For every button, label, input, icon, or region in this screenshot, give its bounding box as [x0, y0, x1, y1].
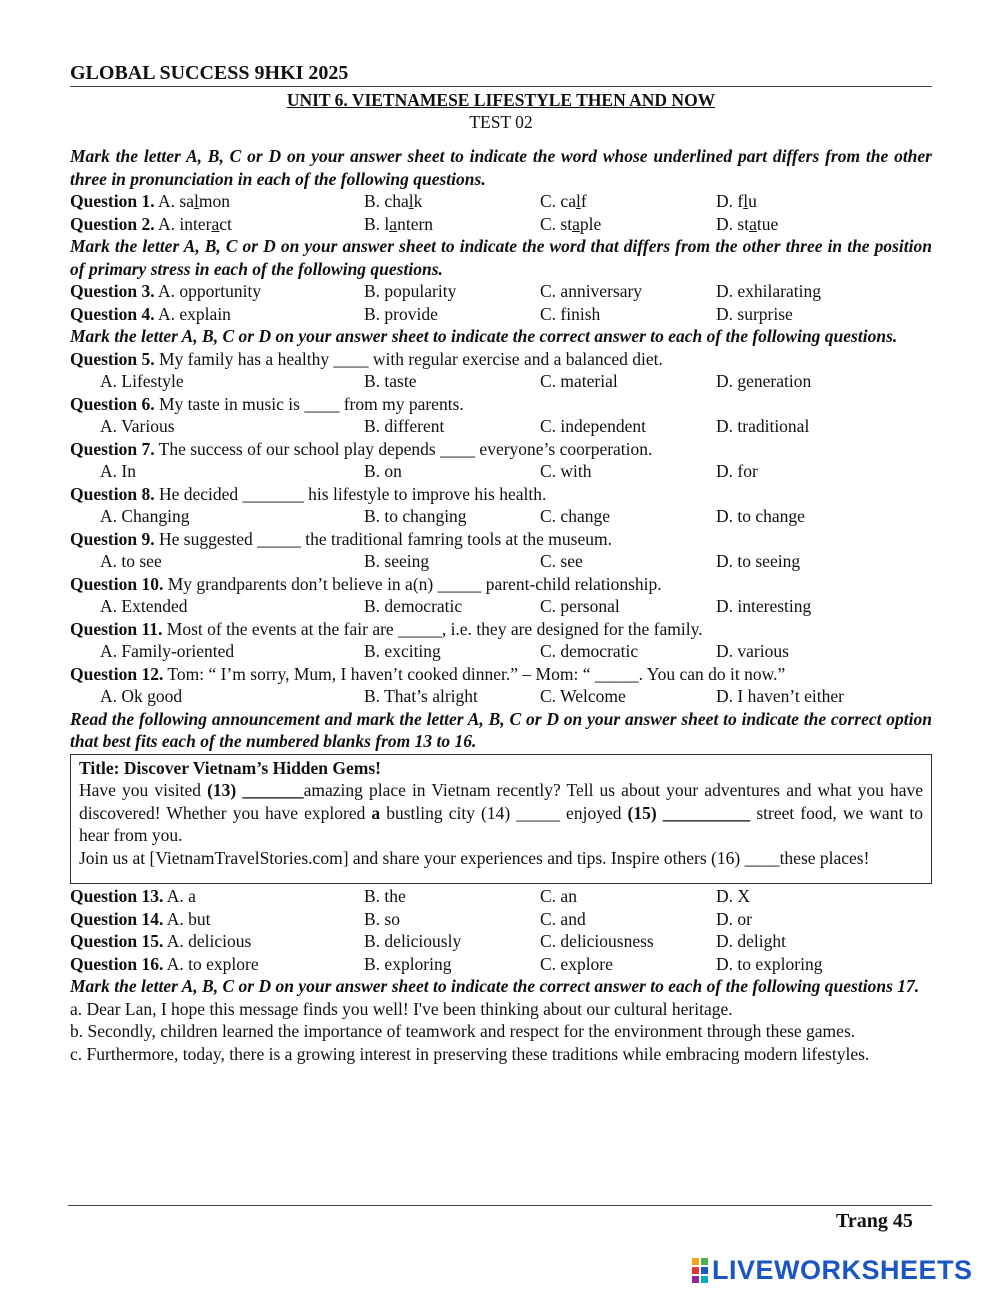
question-text: My taste in music is ____ from my parents.: [154, 393, 464, 414]
option-b[interactable]: B. chalk: [364, 191, 423, 211]
option-b[interactable]: B. popularity: [364, 281, 457, 301]
option-d[interactable]: D. I haven’t either: [716, 686, 844, 706]
option-d[interactable]: D. exhilarating: [716, 281, 821, 301]
option-c[interactable]: C. explore: [540, 953, 613, 974]
option-c[interactable]: C. finish: [540, 303, 601, 324]
option-d[interactable]: D. to exploring: [716, 953, 823, 974]
option-d[interactable]: D. surprise: [716, 303, 793, 324]
question-5-options: [70, 370, 932, 393]
question-label: Question 4.: [70, 303, 155, 324]
option-c[interactable]: C. Welcome: [540, 686, 626, 706]
question-9-stem: [70, 528, 932, 551]
option-c[interactable]: C. anniversary: [540, 281, 643, 301]
question-6-options: [70, 415, 932, 438]
question-label: Question 14.: [70, 908, 164, 929]
question-label: Question 7.: [70, 438, 155, 459]
question-text: The success of our school play depends ____ everyone’s coorperation.: [154, 438, 653, 459]
question-7-stem: [70, 438, 932, 461]
option-a[interactable]: A. to explore: [166, 953, 259, 974]
announcement-paragraph-1: Have you visited (13) _______amazing place in Vietnam recently? Tell us about your adventures and what you have discovered! Whether you have explored a bustling city (14) _____ enjoyed (15) __________ street food, we want to hear from you.: [79, 780, 924, 845]
option-c[interactable]: C. independent: [540, 416, 646, 436]
option-d[interactable]: D. to seeing: [716, 551, 801, 571]
worksheet-page: [70, 60, 932, 1065]
question-text: My family has a healthy ____ with regular exercise and a balanced diet.: [154, 348, 663, 369]
question-text: Most of the events at the fair are _____, i.e. they are designed for the family.: [162, 618, 703, 639]
option-b[interactable]: B. seeing: [364, 551, 430, 571]
q17-sentence-a: a. Dear Lan, I hope this message finds you well! I've been thinking about our cultural heritage.: [70, 998, 733, 1019]
question-12-stem: [70, 663, 932, 686]
page-number: Trang 45: [836, 1210, 913, 1232]
option-d[interactable]: D. for: [716, 461, 758, 481]
option-c[interactable]: C. democratic: [540, 641, 639, 661]
question-label: Question 10.: [70, 573, 164, 594]
announcement-box: [70, 754, 932, 885]
question-10-stem: [70, 573, 932, 596]
option-d[interactable]: D. X: [716, 886, 751, 906]
question-9-options: [70, 550, 932, 573]
option-d[interactable]: D. various: [716, 641, 789, 661]
question-label: Question 13.: [70, 886, 164, 906]
option-c[interactable]: C. personal: [540, 596, 620, 616]
question-label: Question 9.: [70, 528, 155, 549]
document-title: GLOBAL SUCCESS 9HKI 2025: [70, 60, 932, 87]
option-c[interactable]: C. calf: [540, 191, 587, 211]
question-text: My grandparents don’t believe in a(n) _____ parent-child relationship.: [163, 573, 662, 594]
option-d[interactable]: D. generation: [716, 371, 812, 391]
test-label: TEST 02: [469, 112, 533, 132]
question-12-options: [70, 685, 932, 708]
question-7-options: [70, 460, 932, 483]
question-11-stem: [70, 618, 932, 641]
option-a[interactable]: A. delicious: [166, 931, 252, 951]
option-a[interactable]: A. Extended: [100, 596, 188, 616]
question-4: [70, 303, 932, 326]
option-a[interactable]: A. In: [100, 461, 136, 481]
unit-title: UNIT 6. VIETNAMESE LIFESTYLE THEN AND NOW: [286, 90, 716, 110]
option-d[interactable]: D. to change: [716, 506, 805, 526]
option-b[interactable]: B. lantern: [364, 213, 434, 234]
question-14: [70, 908, 932, 931]
question-16: [70, 953, 932, 976]
question-label: Question 16.: [70, 953, 164, 974]
question-11-options: [70, 640, 932, 663]
instruction-q17: Mark the letter A, B, C or D on your answer sheet to indicate the correct answer to each of the following questions 17.: [70, 976, 920, 996]
option-b[interactable]: B. provide: [364, 303, 438, 324]
liveworksheets-brand[interactable]: [692, 1255, 973, 1286]
option-b[interactable]: B. democratic: [364, 596, 463, 616]
question-text: He suggested _____ the traditional famring tools at the museum.: [154, 528, 612, 549]
instruction-stress: Mark the letter A, B, C or D on your answer sheet to indicate the word that differs from the other three in the position of primary stress in each of the following questions.: [70, 236, 932, 279]
question-5-stem: [70, 348, 932, 371]
option-c[interactable]: C. staple: [540, 213, 602, 234]
q17-sentence-b: b. Secondly, children learned the importance of teamwork and respect for the environment through these games.: [70, 1021, 856, 1041]
question-label: Question 1.: [70, 191, 155, 211]
option-a[interactable]: A. salmon: [158, 191, 230, 211]
option-b[interactable]: B. so: [364, 908, 400, 929]
option-a[interactable]: A. opportunity: [158, 281, 262, 301]
question-label: Question 8.: [70, 483, 155, 504]
question-label: Question 6.: [70, 393, 155, 414]
option-b[interactable]: B. That’s alright: [364, 686, 478, 706]
question-text: He decided _______ his lifestyle to improve his health.: [154, 483, 547, 504]
instruction-pronunciation: Mark the letter A, B, C or D on your answer sheet to indicate the word whose underlined part differs from the other three in pronunciation in each of the following questions.: [70, 146, 932, 189]
question-label: Question 11.: [70, 618, 163, 639]
option-c[interactable]: C. change: [540, 506, 610, 526]
question-label: Question 12.: [70, 663, 164, 684]
option-a[interactable]: A. Various: [100, 416, 175, 436]
question-10-options: [70, 595, 932, 618]
question-8-stem: [70, 483, 932, 506]
question-8-options: [70, 505, 932, 528]
question-2: [70, 213, 932, 236]
question-13: [70, 885, 932, 908]
option-b[interactable]: B. on: [364, 461, 402, 481]
option-b[interactable]: B. different: [364, 416, 445, 436]
option-d[interactable]: D. statue: [716, 213, 779, 234]
option-b[interactable]: B. exploring: [364, 953, 452, 974]
liveworksheets-logo-icon: [692, 1258, 708, 1283]
question-3: [70, 280, 932, 303]
option-a[interactable]: A. to see: [100, 551, 162, 571]
option-b[interactable]: B. taste: [364, 371, 417, 391]
instruction-announcement: Read the following announcement and mark the letter A, B, C or D on your answer sheet to indicate the correct option that best fits each of the numbered blanks from 13 to 16.: [70, 708, 932, 751]
option-a[interactable]: A. Ok good: [100, 686, 183, 706]
option-b[interactable]: B. to changing: [364, 506, 467, 526]
option-d[interactable]: D. or: [716, 908, 752, 929]
option-a[interactable]: A. Changing: [100, 506, 190, 526]
q17-sentence-c: c. Furthermore, today, there is a growing interest in preserving these traditions while embracing modern lifestyles.: [70, 1043, 870, 1064]
option-d[interactable]: D. delight: [716, 931, 786, 951]
option-c[interactable]: C. an: [540, 886, 577, 906]
brand-name: LIVEWORKSHEETS: [712, 1255, 973, 1285]
option-b[interactable]: B. deliciously: [364, 931, 462, 951]
question-text: Tom: “ I’m sorry, Mum, I haven’t cooked dinner.” – Mom: “ _____. You can do it now.”: [163, 663, 786, 684]
question-6-stem: [70, 393, 932, 416]
question-label: Question 3.: [70, 281, 155, 301]
option-c[interactable]: C. and: [540, 908, 586, 929]
option-c[interactable]: C. material: [540, 371, 618, 391]
question-1: [70, 190, 932, 213]
option-d[interactable]: D. traditional: [716, 416, 810, 436]
announcement-paragraph-2: Join us at [VietnamTravelStories.com] and share your experiences and tips. Inspire others (16) ____these places!: [79, 847, 870, 868]
option-b[interactable]: B. the: [364, 886, 406, 906]
question-label: Question 2.: [70, 213, 155, 234]
option-d[interactable]: D. interesting: [716, 596, 812, 616]
footer-divider: [68, 1205, 932, 1206]
question-15: [70, 930, 932, 953]
option-a[interactable]: A. Family-oriented: [100, 641, 235, 661]
announcement-title: Title: Discover Vietnam’s Hidden Gems!: [79, 757, 382, 778]
option-c[interactable]: C. with: [540, 461, 592, 481]
option-a[interactable]: A. interact: [158, 213, 232, 234]
option-c[interactable]: C. see: [540, 551, 583, 571]
option-a[interactable]: A. but: [166, 908, 211, 929]
instruction-correct-answer: Mark the letter A, B, C or D on your answer sheet to indicate the correct answer to each of the following questions.: [70, 326, 898, 346]
option-c[interactable]: C. deliciousness: [540, 931, 654, 951]
option-a[interactable]: A. Lifestyle: [100, 371, 184, 391]
option-a[interactable]: A. explain: [158, 303, 231, 324]
option-b[interactable]: B. exciting: [364, 641, 441, 661]
option-d[interactable]: D. flu: [716, 191, 757, 211]
option-a[interactable]: A. a: [166, 886, 196, 906]
question-label: Question 5.: [70, 348, 155, 369]
question-label: Question 15.: [70, 931, 164, 951]
